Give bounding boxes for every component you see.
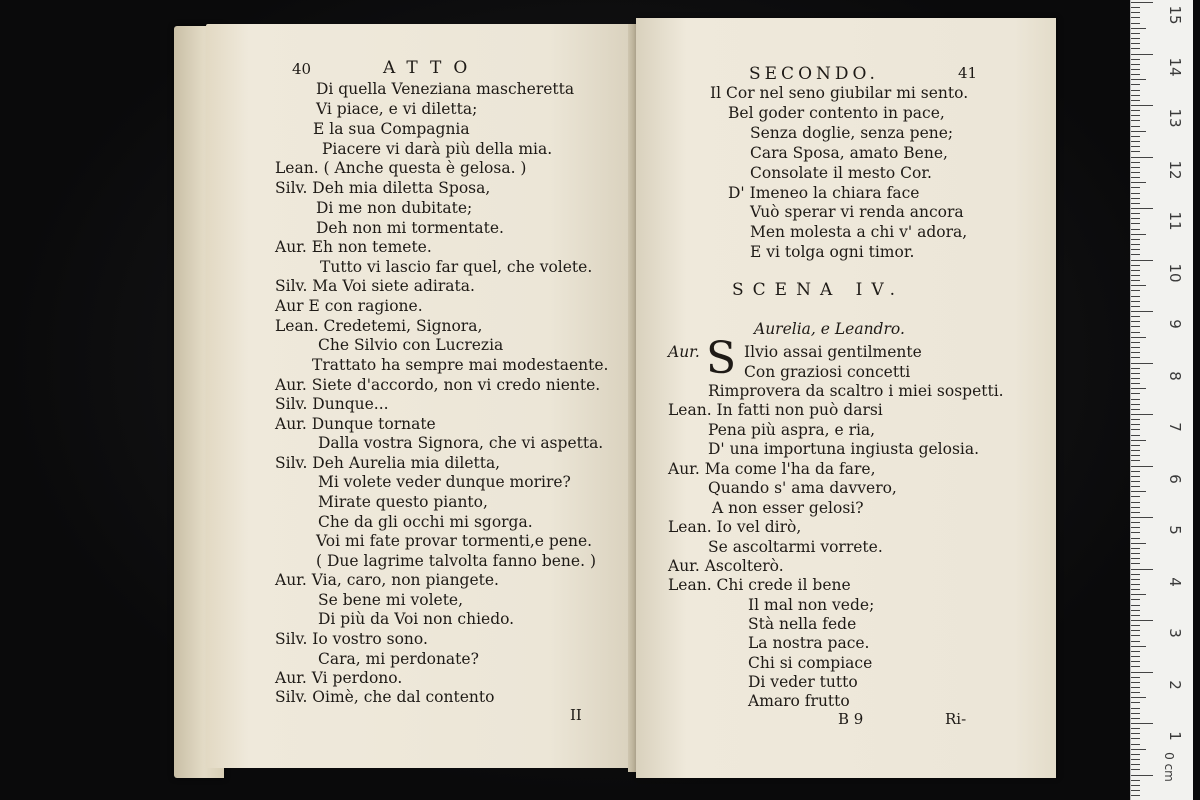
- text-line: Cara Sposa, amato Bene,: [750, 144, 948, 162]
- ruler-tick: [1131, 352, 1140, 353]
- ruler-tick: [1131, 120, 1140, 121]
- ruler-tick: [1131, 677, 1140, 678]
- ruler-tick: [1131, 697, 1146, 698]
- text-line: Cara, mi perdonate?: [318, 650, 479, 668]
- ruler-tick: [1131, 275, 1140, 276]
- text-line: Lean. In fatti non può darsi: [668, 401, 883, 419]
- text-line: Deh non mi tormentate.: [316, 219, 504, 237]
- ruler-tick: [1131, 7, 1140, 8]
- ruler-tick: [1131, 496, 1140, 497]
- ruler-tick: [1131, 517, 1153, 518]
- ruler-tick: [1131, 290, 1140, 291]
- ruler-tick: [1131, 296, 1140, 297]
- ruler-tick: [1131, 280, 1140, 281]
- text-line: Mi volete veder dunque morire?: [318, 473, 571, 491]
- ruler-tick: [1131, 790, 1140, 791]
- ruler-tick: [1131, 326, 1140, 327]
- ruler-tick: [1131, 507, 1140, 508]
- ruler-tick: [1131, 321, 1140, 322]
- ruler-tick: [1131, 193, 1140, 194]
- ruler-tick: [1131, 363, 1153, 364]
- text-line: ( Due lagrime talvolta fanno bene. ): [316, 552, 596, 570]
- ruler-tick: [1131, 486, 1140, 487]
- ruler-tick: [1131, 476, 1140, 477]
- ruler-tick: [1131, 244, 1140, 245]
- ruler-tick: [1131, 404, 1140, 405]
- ruler-tick: [1131, 646, 1146, 647]
- text-line: Voi mi fate provar tormenti,e pene.: [316, 532, 593, 550]
- ruler-tick: [1131, 723, 1153, 724]
- ruler-number: 10: [1166, 262, 1184, 283]
- ruler-tick: [1131, 157, 1153, 158]
- ruler-tick: [1131, 90, 1140, 91]
- ruler-tick: [1131, 502, 1140, 503]
- ruler-tick: [1131, 466, 1153, 467]
- ruler-tick: [1131, 270, 1140, 271]
- ruler-tick: [1131, 460, 1140, 461]
- text-line: Il Cor nel seno giubilar mi sento.: [710, 84, 969, 102]
- ruler-tick: [1131, 532, 1140, 533]
- ruler-tick: [1131, 48, 1140, 49]
- ruler-tick: [1131, 172, 1140, 173]
- ruler-tick: [1131, 28, 1146, 29]
- ruler-tick: [1131, 136, 1140, 137]
- ruler-tick: [1131, 84, 1140, 85]
- ruler-tick: [1131, 605, 1140, 606]
- ruler-tick: [1131, 388, 1146, 389]
- ruler-tick: [1131, 553, 1140, 554]
- ruler-tick: [1131, 435, 1140, 436]
- text-line: E la sua Compagnia: [313, 120, 470, 138]
- ruler-tick: [1131, 527, 1140, 528]
- ruler-tick: [1131, 594, 1146, 595]
- ruler-tick: [1131, 347, 1140, 348]
- ruler-tick: [1131, 239, 1140, 240]
- text-line: Aur. Siete d'accordo, non vi credo niente.: [275, 376, 601, 394]
- ruler-tick: [1131, 100, 1140, 101]
- ruler-tick: [1131, 795, 1140, 796]
- ruler-tick: [1131, 105, 1153, 106]
- ruler-tick: [1131, 543, 1146, 544]
- ruler-tick: [1131, 2, 1153, 3]
- ruler-tick: [1131, 733, 1140, 734]
- ruler-unit-label: 0 cm: [1161, 752, 1176, 782]
- ruler-tick: [1131, 254, 1140, 255]
- left-page-number: 40: [292, 60, 312, 78]
- ruler-number: 15: [1166, 5, 1184, 25]
- text-line: Aur E con ragione.: [275, 297, 423, 315]
- right-page-number: 41: [958, 64, 978, 82]
- ruler-tick: [1131, 569, 1153, 570]
- text-line: Aur. Vi perdono.: [275, 669, 403, 687]
- text-line: Lean. Chi crede il bene: [668, 576, 851, 594]
- signature-mark: B 9: [838, 710, 864, 728]
- ruler-tick: [1131, 775, 1153, 776]
- ruler-tick: [1131, 759, 1140, 760]
- text-line: Di me non dubitate;: [316, 199, 473, 217]
- ruler-tick: [1131, 301, 1140, 302]
- text-line: Lean. ( Anche questa è gelosa. ): [275, 159, 527, 177]
- ruler-tick: [1131, 74, 1140, 75]
- ruler-tick: [1131, 265, 1140, 266]
- ruler-tick: [1131, 538, 1140, 539]
- ruler-tick: [1131, 687, 1140, 688]
- text-line: Stà nella fede: [748, 615, 857, 633]
- text-line: Se ascoltarmi vorrete.: [708, 538, 883, 556]
- ruler-tick: [1131, 378, 1140, 379]
- ruler-tick: [1131, 131, 1146, 132]
- text-line: Senza doglie, senza pene;: [750, 124, 954, 142]
- ruler-tick: [1131, 424, 1140, 425]
- text-line: Che Silvio con Lucrezia: [318, 336, 504, 354]
- text-line: Di quella Veneziana mascheretta: [316, 80, 575, 98]
- drop-cap: S: [706, 333, 737, 384]
- text-line: Silv. Io vostro sono.: [275, 630, 428, 648]
- ruler-tick: [1131, 59, 1140, 60]
- ruler-tick: [1131, 306, 1140, 307]
- text-line: Il mal non vede;: [748, 596, 875, 614]
- ruler-tick: [1131, 728, 1140, 729]
- text-line: D' Imeneo la chiara face: [728, 184, 920, 202]
- ruler-tick: [1131, 17, 1140, 18]
- ruler-tick: [1131, 620, 1153, 621]
- text-line: Piacere vi darà più della mia.: [322, 140, 553, 158]
- ruler-number: 12: [1166, 159, 1184, 180]
- right-catchword: Ri-: [945, 710, 967, 728]
- text-line: Vi piace, e vi diletta;: [316, 100, 478, 118]
- text-line: Rimprovera da scaltro i miei sospetti.: [708, 382, 1004, 400]
- ruler-tick: [1131, 12, 1140, 13]
- text-line: Quando s' ama davvero,: [708, 479, 897, 497]
- ruler-number: 4: [1166, 576, 1184, 587]
- ruler-tick: [1131, 151, 1140, 152]
- ruler-tick: [1131, 115, 1140, 116]
- left-catchword: II: [570, 706, 582, 724]
- ruler-tick: [1131, 548, 1140, 549]
- text-line: A non esser gelosi?: [712, 499, 864, 517]
- speaker-label: Aur.: [668, 343, 700, 361]
- ruler-tick: [1131, 399, 1140, 400]
- ruler-tick: [1131, 708, 1140, 709]
- ruler-tick: [1131, 584, 1140, 585]
- ruler-tick: [1131, 167, 1140, 168]
- text-line: Aur. Via, caro, non piangete.: [275, 571, 499, 589]
- ruler-number: 2: [1166, 679, 1184, 690]
- ruler-number: 6: [1166, 473, 1184, 484]
- ruler-number: 1: [1166, 731, 1184, 741]
- ruler-tick: [1131, 368, 1140, 369]
- ruler-tick: [1131, 218, 1140, 219]
- ruler-tick: [1131, 342, 1140, 343]
- ruler-tick: [1131, 574, 1140, 575]
- ruler-tick: [1131, 110, 1140, 111]
- ruler-tick: [1131, 316, 1140, 317]
- text-line: Lean. Io vel dirò,: [668, 518, 802, 536]
- ruler-tick: [1131, 599, 1140, 600]
- ruler-tick: [1131, 625, 1140, 626]
- text-line: Se bene mi volete,: [318, 591, 464, 609]
- ruler-tick: [1131, 780, 1140, 781]
- ruler-tick: [1131, 579, 1140, 580]
- ruler-tick: [1131, 383, 1140, 384]
- ruler-tick: [1131, 177, 1140, 178]
- text-line: Ilvio assai gentilmente: [744, 343, 922, 361]
- ruler-tick: [1131, 213, 1140, 214]
- ruler-tick: [1131, 718, 1140, 719]
- ruler-tick: [1131, 33, 1140, 34]
- ruler-tick: [1131, 429, 1140, 430]
- ruler-tick: [1131, 126, 1140, 127]
- ruler-tick: [1131, 95, 1140, 96]
- ruler-tick: [1131, 198, 1140, 199]
- ruler-tick: [1131, 373, 1140, 374]
- ruler-tick: [1131, 641, 1140, 642]
- ruler-tick: [1131, 666, 1140, 667]
- ruler-tick: [1131, 738, 1140, 739]
- scene-heading: SCENA IV.: [732, 280, 905, 300]
- ruler-tick: [1131, 630, 1140, 631]
- ruler-tick: [1131, 558, 1140, 559]
- text-line: Mirate questo pianto,: [318, 493, 488, 511]
- ruler-tick: [1131, 414, 1153, 415]
- text-line: Trattato ha sempre mai modestaente.: [312, 356, 609, 374]
- text-line: D' una importuna ingiusta gelosia.: [708, 440, 980, 458]
- text-line: Silv. Dunque...: [275, 395, 389, 413]
- right-running-head: SECONDO.: [749, 64, 879, 84]
- ruler-tick: [1131, 187, 1140, 188]
- scene-characters: Aurelia, e Leandro.: [754, 320, 905, 338]
- ruler-tick: [1131, 445, 1140, 446]
- ruler-tick: [1131, 249, 1140, 250]
- text-line: Pena più aspra, e ria,: [708, 421, 876, 439]
- ruler-tick: [1131, 785, 1140, 786]
- ruler-tick: [1131, 682, 1140, 683]
- ruler-tick: [1131, 651, 1140, 652]
- ruler-tick: [1131, 744, 1140, 745]
- text-line: Aur. Ascolterò.: [668, 557, 784, 575]
- ruler-tick: [1131, 522, 1140, 523]
- ruler-tick: [1131, 471, 1140, 472]
- text-line: Aur. Eh non temete.: [275, 238, 432, 256]
- ruler-tick: [1131, 635, 1140, 636]
- ruler-tick: [1131, 393, 1140, 394]
- text-line: Di più da Voi non chiedo.: [318, 610, 515, 628]
- text-line: Dalla vostra Signora, che vi aspetta.: [318, 434, 604, 452]
- ruler-tick: [1131, 481, 1140, 482]
- text-line: La nostra pace.: [748, 634, 870, 652]
- ruler-tick: [1131, 234, 1146, 235]
- ruler-tick: [1131, 589, 1140, 590]
- text-line: Men molesta a chi v' adora,: [750, 223, 968, 241]
- ruler-number: 3: [1166, 628, 1184, 638]
- text-line: Tutto vi lascio far quel, che volete.: [320, 258, 593, 276]
- ruler-tick: [1131, 69, 1140, 70]
- ruler-tick: [1131, 692, 1140, 693]
- text-line: Lean. Credetemi, Signora,: [275, 317, 483, 335]
- ruler-number: 11: [1166, 211, 1184, 231]
- ruler-tick: [1131, 357, 1140, 358]
- text-line: Aur. Ma come l'ha da fare,: [668, 460, 876, 478]
- ruler-tick: [1131, 702, 1140, 703]
- ruler-tick: [1131, 208, 1153, 209]
- text-line: Silv. Deh mia diletta Sposa,: [275, 179, 491, 197]
- ruler-tick: [1131, 455, 1140, 456]
- ruler-tick: [1131, 563, 1140, 564]
- ruler-tick: [1131, 440, 1146, 441]
- ruler-tick: [1131, 43, 1140, 44]
- ruler-tick: [1131, 285, 1146, 286]
- ruler-tick: [1131, 769, 1140, 770]
- text-line: Aur. Dunque tornate: [275, 415, 436, 433]
- ruler-tick: [1131, 182, 1146, 183]
- text-line: Consolate il mesto Cor.: [750, 164, 932, 182]
- ruler-tick: [1131, 79, 1146, 80]
- text-line: Silv. Oimè, che dal contento: [275, 688, 495, 706]
- ruler-tick: [1131, 332, 1140, 333]
- ruler-number: 9: [1166, 319, 1184, 329]
- ruler-tick: [1131, 491, 1146, 492]
- ruler-tick: [1131, 672, 1153, 673]
- ruler-tick: [1131, 146, 1140, 147]
- ruler-tick: [1131, 311, 1153, 312]
- ruler-tick: [1131, 450, 1140, 451]
- ruler-number: 8: [1166, 370, 1184, 381]
- ruler-tick: [1131, 162, 1140, 163]
- ruler-tick: [1131, 512, 1140, 513]
- measurement-ruler: [1130, 0, 1193, 800]
- ruler-tick: [1131, 337, 1146, 338]
- text-line: Con graziosi concetti: [744, 363, 911, 381]
- text-line: Chi si compiace: [748, 654, 873, 672]
- ruler-number: 7: [1166, 422, 1184, 432]
- text-line: Silv. Deh Aurelia mia diletta,: [275, 454, 501, 472]
- ruler-tick: [1131, 419, 1140, 420]
- ruler-tick: [1131, 656, 1140, 657]
- text-line: Di veder tutto: [748, 673, 858, 691]
- left-running-head: ATTO: [383, 58, 480, 78]
- ruler-tick: [1131, 661, 1140, 662]
- text-line: Che da gli occhi mi sgorga.: [318, 513, 533, 531]
- ruler-tick: [1131, 23, 1140, 24]
- text-line: Bel goder contento in pace,: [728, 104, 945, 122]
- ruler-tick: [1131, 764, 1140, 765]
- ruler-tick: [1131, 754, 1140, 755]
- text-line: Amaro frutto: [748, 692, 850, 710]
- ruler-tick: [1131, 203, 1140, 204]
- ruler-tick: [1131, 749, 1146, 750]
- ruler-tick: [1131, 229, 1140, 230]
- ruler-tick: [1131, 223, 1140, 224]
- ruler-tick: [1131, 260, 1153, 261]
- ruler-number: 5: [1166, 525, 1184, 535]
- ruler-number: 14: [1166, 56, 1184, 77]
- ruler-tick: [1131, 38, 1140, 39]
- text-line: Vuò sperar vi renda ancora: [750, 203, 964, 221]
- ruler-tick: [1131, 615, 1140, 616]
- ruler-tick: [1131, 64, 1140, 65]
- ruler-tick: [1131, 610, 1140, 611]
- ruler-tick: [1131, 713, 1140, 714]
- ruler-tick: [1131, 141, 1140, 142]
- text-line: Silv. Ma Voi siete adirata.: [275, 277, 475, 295]
- ruler-tick: [1131, 409, 1140, 410]
- text-line: E vi tolga ogni timor.: [750, 243, 915, 261]
- ruler-number: 13: [1166, 108, 1184, 128]
- ruler-tick: [1131, 54, 1153, 55]
